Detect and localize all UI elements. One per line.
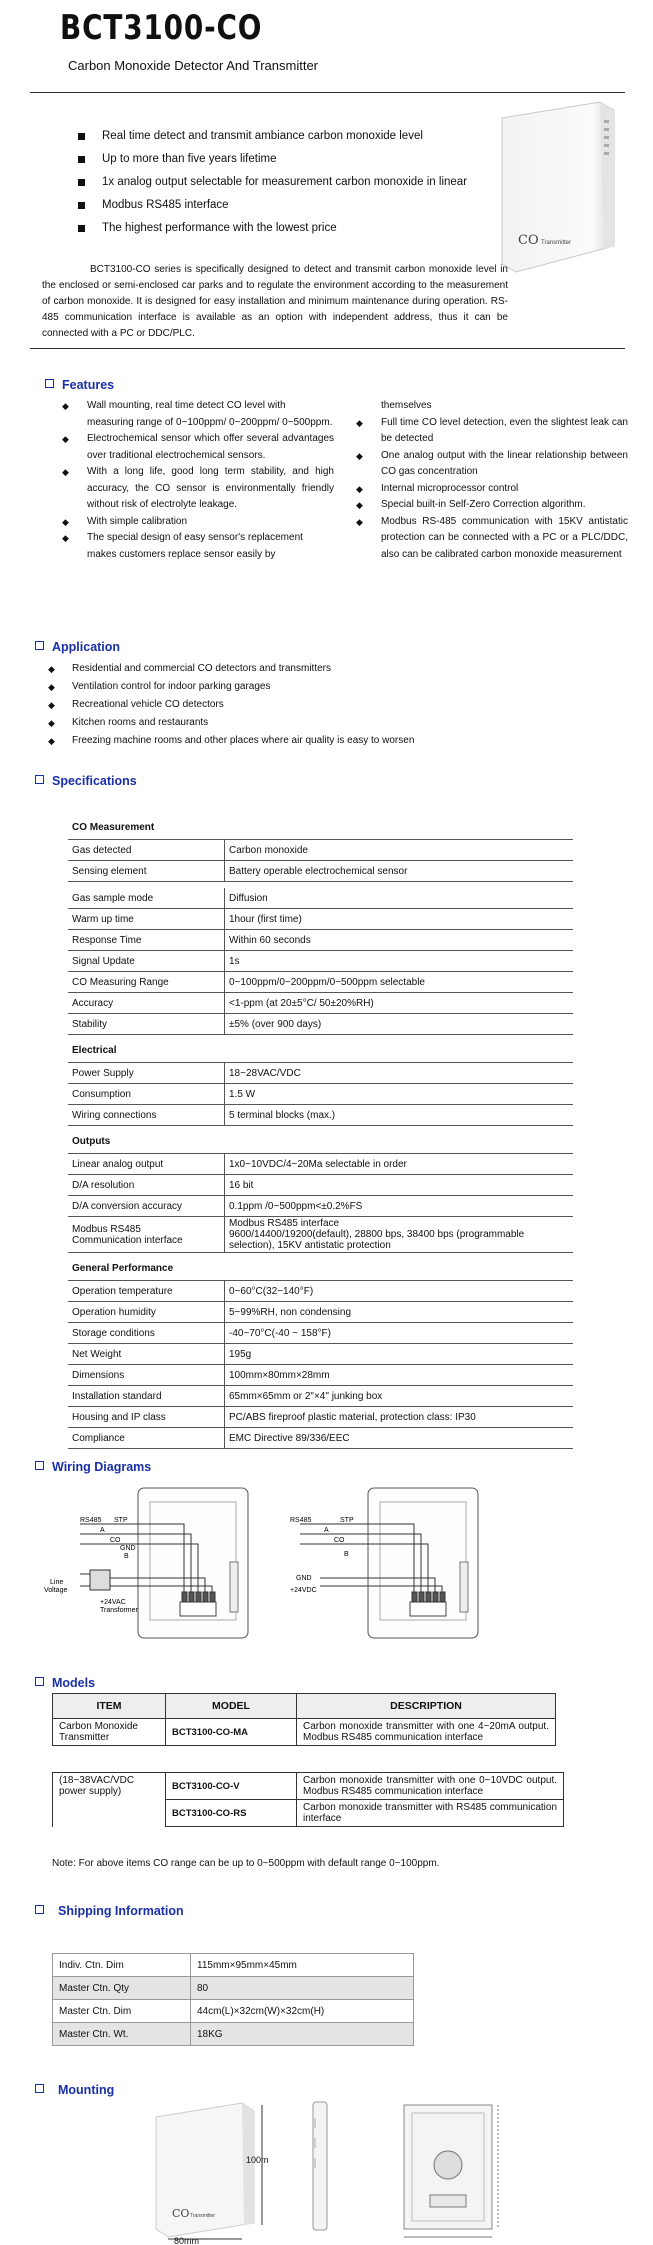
features-left-column: [62, 398, 334, 563]
models-table-2: [52, 1772, 564, 1827]
spec-key: Warm up time: [68, 909, 225, 930]
model-name: BCT3100-CO-V: [166, 1773, 297, 1800]
feature-item: ◆ Electrochemical sensor which offer several advantages over traditional electrochemical sensors.: [62, 431, 334, 464]
spec-key: Gas detected: [68, 840, 225, 861]
highlight-item: Modbus RS485 interface: [78, 194, 467, 217]
models-heading: Models: [35, 1676, 95, 1690]
features-right-column: [356, 398, 628, 563]
mounting-height-label: 100m: [246, 2155, 269, 2165]
spec-key: Dimensions: [68, 1365, 225, 1386]
spec-value: 0~60°C(32~140°F): [225, 1281, 574, 1302]
spec-key: Operation temperature: [68, 1281, 225, 1302]
application-item: ◆ Ventilation control for indoor parking garages: [48, 678, 414, 696]
shipping-table: [52, 1953, 414, 2046]
spec-key: Wiring connections: [68, 1105, 225, 1126]
spec-key: Net Weight: [68, 1344, 225, 1365]
spec-value: Diffusion: [225, 888, 574, 909]
highlight-item: Real time detect and transmit ambiance carbon monoxide level: [78, 125, 467, 148]
spec-value: ±5% (over 900 days): [225, 1014, 574, 1035]
mounting-side-view: [305, 2098, 335, 2238]
spec-value: 5~99%RH, non condensing: [225, 1302, 574, 1323]
svg-text:B: B: [124, 1553, 129, 1560]
intro-paragraph: [42, 262, 508, 342]
spec-value: Modbus RS485 interface 9600/14400/19200(default), 28800 bps, 38400 bps (programmable selection), 15KV antistatic protection: [225, 1217, 574, 1253]
highlight-item: The highest performance with the lowest price: [78, 217, 467, 240]
svg-text:A: A: [100, 1527, 105, 1534]
highlight-item: 1x analog output selectable for measurement carbon monoxide in linear: [78, 171, 467, 194]
spec-value: EMC Directive 89/336/EEC: [225, 1428, 574, 1449]
svg-text:GND: GND: [120, 1545, 136, 1552]
models-col-item: ITEM: [53, 1694, 166, 1719]
application-list: [48, 660, 414, 750]
highlight-list: [78, 125, 467, 240]
spec-key: Linear analog output: [68, 1154, 225, 1175]
square-icon: [35, 2084, 44, 2093]
feature-item: ◆ One analog output with the linear relationship between CO gas concentration: [356, 448, 628, 481]
spec-value: Battery operable electrochemical sensor: [225, 861, 574, 882]
specifications-table: [68, 812, 573, 1449]
models-col-description: DESCRIPTION: [297, 1694, 556, 1719]
spec-key: Gas sample mode: [68, 888, 225, 909]
mounting-front-view: [150, 2095, 280, 2245]
spec-value: PC/ABS fireproof plastic material, protection class: IP30: [225, 1407, 574, 1428]
svg-text:Voltage: Voltage: [44, 1587, 68, 1594]
spec-value: 5 terminal blocks (max.): [225, 1105, 574, 1126]
spec-value: 1x0~10VDC/4~20Ma selectable in order: [225, 1154, 574, 1175]
feature-item: ◆ Modbus RS-485 communication with 15KV antistatic protection can be connected with a PC or a PLC/DDC, also can be calibrated carbon monoxide measurement: [356, 514, 628, 564]
spec-value: 100mm×80mm×28mm: [225, 1365, 574, 1386]
wiring-diagram-right: [280, 1482, 490, 1652]
spec-key: Signal Update: [68, 951, 225, 972]
square-icon: [35, 1677, 44, 1686]
specifications-heading: Specifications: [35, 774, 137, 788]
spec-key: Response Time: [68, 930, 225, 951]
model-name: BCT3100-CO-RS: [166, 1800, 297, 1827]
svg-text:+24VDC: +24VDC: [290, 1587, 317, 1594]
intro-lead: BCT3100-CO: [90, 264, 151, 275]
models-note: Note: For above items CO range can be up to 0~500ppm with default range 0~100ppm.: [52, 1858, 440, 1869]
spec-value: 1.5 W: [225, 1084, 574, 1105]
svg-text:RS485: RS485: [290, 1517, 312, 1524]
spec-section-title: Outputs: [68, 1126, 573, 1154]
svg-text:STP: STP: [340, 1517, 354, 1524]
shipping-key: Master Ctn. Dim: [53, 2000, 191, 2023]
mounting-back-view: [390, 2095, 510, 2243]
product-subtitle: Carbon Monoxide Detector And Transmitter: [68, 58, 319, 73]
spec-value: Within 60 seconds: [225, 930, 574, 951]
wiring-diagram-left: [30, 1482, 260, 1652]
spec-key: Operation humidity: [68, 1302, 225, 1323]
shipping-value: 80: [191, 1977, 414, 2000]
shipping-value: 18KG: [191, 2023, 414, 2046]
device-label-co: CO: [518, 233, 539, 248]
svg-text:CO: CO: [110, 1537, 121, 1544]
spec-key: Power Supply: [68, 1063, 225, 1084]
features-heading: Features: [45, 378, 114, 392]
spec-value: 65mm×65mm or 2"×4" junking box: [225, 1386, 574, 1407]
spec-key: Installation standard: [68, 1386, 225, 1407]
svg-text:Transmitter: Transmitter: [190, 2213, 216, 2219]
feature-item: ◆ With simple calibration: [62, 514, 334, 531]
feature-item: ◆ With a long life, good long term stability, and high accuracy, the CO sensor is environmentally friendly without risk of electrolyte leakage.: [62, 464, 334, 514]
svg-text:A: A: [324, 1527, 329, 1534]
square-icon: [45, 379, 54, 388]
spec-key: Sensing element: [68, 861, 225, 882]
spec-key: D/A resolution: [68, 1175, 225, 1196]
feature-item: ◆ Special built-in Self-Zero Correction algorithm.: [356, 497, 628, 514]
spec-section-title: CO Measurement: [68, 812, 573, 840]
shipping-value: 44cm(L)×32cm(W)×32cm(H): [191, 2000, 414, 2023]
intro-divider: [30, 348, 625, 349]
shipping-key: Master Ctn. Wt.: [53, 2023, 191, 2046]
spec-value: 1s: [225, 951, 574, 972]
spec-value: 0.1ppm /0~500ppm<±0.2%FS: [225, 1196, 574, 1217]
spec-key: Accuracy: [68, 993, 225, 1014]
svg-text:+24VAC: +24VAC: [100, 1599, 126, 1606]
model-name: BCT3100-CO-MA: [166, 1719, 297, 1746]
spec-value: 195g: [225, 1344, 574, 1365]
model-description: Carbon monoxide transmitter with one 0~10VDC output. Modbus RS485 communication interface: [297, 1773, 564, 1800]
model-item: (18~38VAC/VDC power supply): [53, 1773, 166, 1827]
spec-key: Modbus RS485 Communication interface: [68, 1217, 225, 1253]
product-title: BCT3100-CO: [60, 8, 263, 48]
spec-value: -40~70°C(-40 ~ 158°F): [225, 1323, 574, 1344]
feature-item: ◆ Wall mounting, real time detect CO level with measuring range of 0~100ppm/ 0~200ppm/ 0~500ppm.: [62, 398, 334, 431]
svg-text:CO: CO: [334, 1537, 345, 1544]
application-heading: Application: [35, 640, 120, 654]
spec-key: Compliance: [68, 1428, 225, 1449]
spec-value: Carbon monoxide: [225, 840, 574, 861]
shipping-heading: Shipping Information: [35, 1904, 184, 1918]
shipping-key: Indiv. Ctn. Dim: [53, 1954, 191, 1977]
application-item: ◆ Recreational vehicle CO detectors: [48, 696, 414, 714]
intro-text: series is specifically designed to detect and transmit carbon monoxide level in the enclosed or semi-enclosed car parks and to regulate the environment according to the measurement of carbon monoxide. It is designed for easy installation and minimum maintenance during operation. RS-485 communication interface is available as an option with independent address, thus it can be connected with a PC or DDC/PLC.: [42, 264, 508, 339]
model-description: Carbon monoxide transmitter with one 4~20mA output. Modbus RS485 communication interface: [297, 1719, 556, 1746]
device-label-sub: Transmitter: [541, 240, 572, 246]
highlight-item: Up to more than five years lifetime: [78, 148, 467, 171]
models-table: [52, 1693, 556, 1746]
header-divider: [30, 92, 625, 93]
application-item: ◆ Residential and commercial CO detectors and transmitters: [48, 660, 414, 678]
mounting-width-label: 80mm: [174, 2236, 200, 2245]
spec-key: CO Measuring Range: [68, 972, 225, 993]
spec-value: 16 bit: [225, 1175, 574, 1196]
wiring-heading: Wiring Diagrams: [35, 1460, 151, 1474]
feature-item: ◆ Full time CO level detection, even the slightest leak can be detected: [356, 415, 628, 448]
square-icon: [35, 1461, 44, 1470]
model-description: Carbon monoxide transmitter with RS485 communication interface: [297, 1800, 564, 1827]
spec-key: Consumption: [68, 1084, 225, 1105]
svg-text:RS485: RS485: [80, 1517, 102, 1524]
application-item: ◆ Freezing machine rooms and other places where air quality is easy to worsen: [48, 732, 414, 750]
spec-section-title: Electrical: [68, 1035, 573, 1063]
model-item: Carbon Monoxide Transmitter: [53, 1719, 166, 1746]
svg-text:GND: GND: [296, 1575, 312, 1582]
mounting-heading: Mounting: [35, 2083, 114, 2097]
spec-value: 0~100ppm/0~200ppm/0~500ppm selectable: [225, 972, 574, 993]
feature-continuation: themselves: [381, 400, 432, 411]
svg-text:STP: STP: [114, 1517, 128, 1524]
square-icon: [35, 641, 44, 650]
svg-text:B: B: [344, 1551, 349, 1558]
models-col-model: MODEL: [166, 1694, 297, 1719]
square-icon: [35, 1905, 44, 1914]
svg-text:Transformer: Transformer: [100, 1607, 138, 1614]
shipping-value: 115mm×95mm×45mm: [191, 1954, 414, 1977]
spec-value: <1-ppm (at 20±5°C/ 50±20%RH): [225, 993, 574, 1014]
spec-key: Stability: [68, 1014, 225, 1035]
device-photo: [496, 96, 626, 276]
spec-value: 1hour (first time): [225, 909, 574, 930]
svg-text:CO: CO: [172, 2207, 190, 2220]
feature-item: ◆ The special design of easy sensor's replacement makes customers replace sensor easily by: [62, 530, 334, 563]
svg-text:Line: Line: [50, 1579, 64, 1586]
spec-value: 18~28VAC/VDC: [225, 1063, 574, 1084]
spec-key: Housing and IP class: [68, 1407, 225, 1428]
application-item: ◆ Kitchen rooms and restaurants: [48, 714, 414, 732]
spec-key: D/A conversion accuracy: [68, 1196, 225, 1217]
square-icon: [35, 775, 44, 784]
shipping-key: Master Ctn. Qty: [53, 1977, 191, 2000]
spec-section-title: General Performance: [68, 1253, 573, 1281]
spec-key: Storage conditions: [68, 1323, 225, 1344]
feature-item: ◆ Internal microprocessor control: [356, 481, 628, 498]
